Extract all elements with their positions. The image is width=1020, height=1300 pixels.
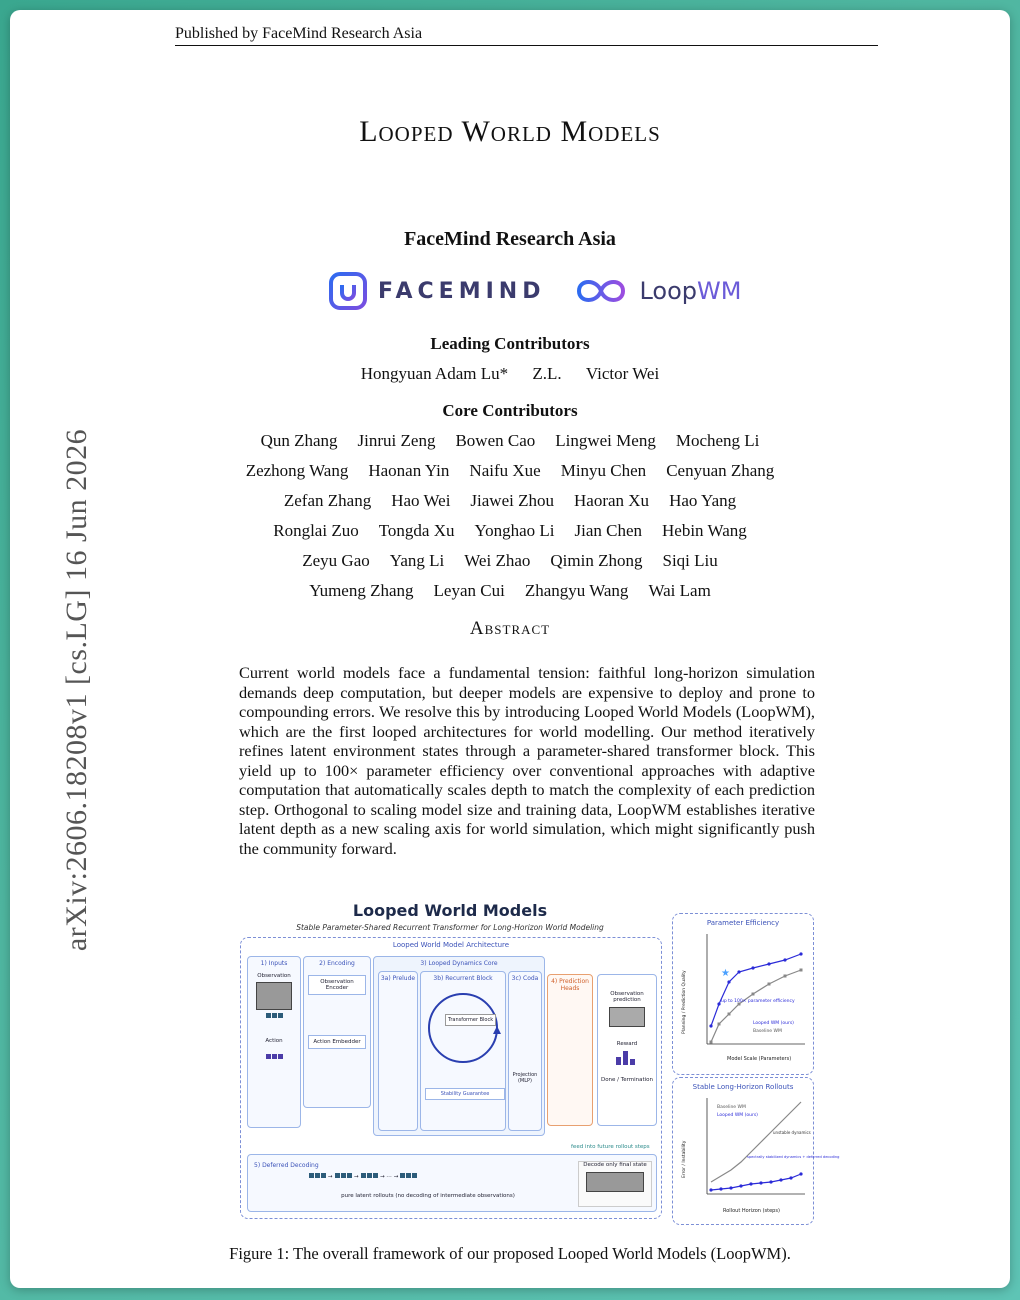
predicted-frame: [609, 1007, 645, 1027]
action-label: Action: [265, 1038, 283, 1044]
inputs-block: [247, 956, 301, 1128]
panel2-legend-looped: Looped WM (ours): [717, 1113, 758, 1118]
contributor-name: Cenyuan Zhang: [666, 461, 775, 480]
contributor-name: Zeyu Gao: [302, 551, 370, 570]
projection-label: Projection (MLP): [512, 1072, 538, 1084]
contributor-name: Hao Wei: [391, 491, 451, 510]
long-horizon-chart: [673, 1078, 840, 1224]
svg-text:★: ★: [721, 968, 730, 979]
contributor-name: Yumeng Zhang: [309, 581, 414, 600]
panel2-note-stable: spectrally stabilized dynamics + deferred decoding: [747, 1155, 840, 1159]
contributor-name: Haoran Xu: [574, 491, 650, 510]
contributor-name: Zefan Zhang: [283, 491, 372, 510]
contributor-name: Qimin Zhong: [550, 551, 643, 570]
leading-contributors-names: [10, 364, 1010, 384]
contributor-row: [10, 491, 1010, 511]
contributor-name: Yonghao Li: [474, 521, 555, 540]
contributor-row: [10, 551, 1010, 571]
loopwm-wordmark-b: WM: [697, 277, 742, 305]
panel1-xlabel: Model Scale (Parameters): [727, 1056, 792, 1062]
contributor-name: Mocheng Li: [675, 431, 760, 450]
observation-image: [256, 982, 292, 1010]
deferred-decoding-block: 5) Deferred Decoding → → → ⋯ → pure latent rollouts (no decoding of intermediate observations) Decode only final state: [247, 1154, 657, 1212]
parameter-efficiency-chart: [673, 914, 813, 1074]
contributor-name: Siqi Liu: [662, 551, 718, 570]
done-label: Done / Termination: [600, 1077, 654, 1083]
encoding-heading: 2) Encoding: [319, 960, 355, 967]
results-panels: [672, 893, 840, 1220]
abstract-text: Current world models face a fundamental tension: faithful long-horizon simulation demands deep computation, but deeper models are expensive to deploy and prone to compounding errors. We resolve this by introducing Looped World Models (LoopWM), which are the first looped architectures for world modelling. Our method iteratively refines latent environment states through a parameter-shared transformer block. This yield up to 100× parameter efficiency over conventional approaches with adaptive computation that automatically scales depth to match the complexity of each prediction step. Orthogonal to scaling model size and training data, LoopWM establishes iterative latent depth as a new scaling axis for world simulation, which might significantly push the community forward.: [239, 663, 815, 858]
panel1-legend-looped: Looped WM (ours): [753, 1021, 794, 1026]
feed-future-label: feed into future rollout steps: [571, 1144, 650, 1150]
observation-prediction-label: Observation prediction: [610, 991, 644, 1003]
architecture-label: Looped World Model Architecture: [392, 941, 510, 949]
encoding-block: [303, 956, 371, 1108]
panel1-ylabel: Planning / Prediction Quality: [682, 970, 687, 1034]
contributor-name: Yang Li: [389, 551, 445, 570]
arxiv-identifier: arXiv:2606.18208v1 [cs.LG] 16 Jun 2026: [60, 428, 93, 952]
panel1-title: Parameter Efficiency: [706, 919, 780, 927]
panel2-title: Stable Long-Horizon Rollouts: [692, 1083, 794, 1091]
loopwm-wordmark: [639, 277, 741, 305]
action-embedder: Action Embedder: [308, 1035, 366, 1049]
contributor-row: [10, 431, 1010, 451]
contributor-name: Qun Zhang: [260, 431, 338, 450]
observation-encoder: Observation Encoder: [308, 975, 366, 995]
prelude-heading: 3a) Prelude: [380, 975, 416, 982]
contributor-name: Tongda Xu: [378, 521, 455, 540]
outputs-block: [597, 974, 657, 1126]
decoded-frames: [586, 1172, 644, 1192]
contributor-name: Jiawei Zhou: [470, 491, 554, 510]
contributor-name: Victor Wei: [585, 364, 660, 383]
prediction-heads-heading: 4) Prediction Heads: [551, 978, 589, 992]
architecture-figure: [236, 893, 664, 1220]
reward-bars-icon: [612, 1047, 642, 1065]
facemind-logo-icon: [328, 271, 368, 311]
dynamics-heading: 3) Looped Dynamics Core: [420, 960, 498, 967]
contributor-name: Z.L.: [532, 364, 562, 383]
prelude-block: [378, 971, 418, 1131]
loopwm-infinity-icon: [573, 273, 629, 309]
panel1-legend-baseline: Baseline WM: [753, 1029, 782, 1034]
recurrent-block: [420, 971, 506, 1131]
contributor-name: Leyan Cui: [433, 581, 505, 600]
contributor-name: Ronglai Zuo: [273, 521, 359, 540]
running-header: Published by FaceMind Research Asia: [175, 25, 878, 46]
figure-title: Looped World Models: [352, 901, 548, 920]
contributor-row: [10, 521, 1010, 541]
facemind-wordmark: FACEMIND: [378, 278, 546, 304]
paper-page: [10, 10, 1010, 1288]
long-horizon-panel: [672, 1077, 840, 1225]
contributor-row: [10, 581, 1010, 601]
transformer-block-label: Transformer Block: [445, 1014, 496, 1026]
pure-latent-label: pure latent rollouts (no decoding of intermediate observations): [341, 1193, 515, 1199]
leading-contributors-heading: Leading Contributors: [430, 334, 590, 353]
recurrent-loop-icon: [421, 982, 505, 1072]
contributor-name: Jinrui Zeng: [357, 431, 436, 450]
reward-label: Reward: [616, 1041, 638, 1047]
contributor-name: Naifu Xue: [469, 461, 541, 480]
parameter-efficiency-panel: [672, 913, 814, 1075]
inputs-heading: 1) Inputs: [260, 960, 288, 967]
panel1-note: up to 100× parameter efficiency: [721, 999, 795, 1004]
panel2-ylabel: Error / Instability: [682, 1140, 687, 1178]
contributor-name: Haonan Yin: [368, 461, 450, 480]
contributor-name: Minyu Chen: [560, 461, 647, 480]
panel2-legend-baseline: Baseline WM: [717, 1105, 746, 1110]
looped-dynamics-block: [373, 956, 545, 1136]
architecture-box: [240, 937, 662, 1219]
contributor-name: Hao Yang: [669, 491, 737, 510]
contributor-name: Wei Zhao: [464, 551, 531, 570]
stability-guarantee: Stability Guarantee: [425, 1088, 505, 1100]
coda-block: [508, 971, 542, 1131]
recurrent-heading: 3b) Recurrent Block: [433, 975, 493, 982]
paper-title: Looped World Models: [359, 115, 661, 148]
contributor-name: Bowen Cao: [455, 431, 536, 450]
logo-row: [328, 264, 742, 318]
deferred-heading: 5) Deferred Decoding: [254, 1162, 319, 1169]
contributor-name: Zhangyu Wang: [524, 581, 629, 600]
contributor-row: [10, 461, 1010, 481]
decode-final-box: [578, 1161, 652, 1207]
loopwm-wordmark-a: Loop: [639, 277, 698, 305]
contributor-name: Zezhong Wang: [245, 461, 349, 480]
prediction-heads-block: [547, 974, 593, 1126]
figure-caption: Figure 1: The overall framework of our proposed Looped World Models (LoopWM).: [229, 1244, 791, 1263]
contributor-name: Lingwei Meng: [555, 431, 656, 450]
contributor-name: Wai Lam: [648, 581, 711, 600]
abstract-heading: Abstract: [469, 618, 551, 639]
panel2-xlabel: Rollout Horizon (steps): [723, 1208, 780, 1214]
coda-heading: 3c) Coda: [511, 975, 539, 982]
panel2-note-unstable: unstable dynamics: [773, 1130, 811, 1135]
core-contributors-heading: Core Contributors: [442, 401, 578, 420]
contributor-name: Hongyuan Adam Lu*: [360, 364, 509, 383]
contributor-name: Jian Chen: [574, 521, 643, 540]
figure-1: [236, 893, 840, 1220]
figure-subtitle: Stable Parameter-Shared Recurrent Transformer for Long-Horizon World Modeling: [296, 923, 604, 932]
observation-label: Observation: [257, 973, 291, 979]
decode-final-label: Decode only final state: [583, 1162, 647, 1168]
organization-name: FaceMind Research Asia: [404, 228, 616, 250]
contributor-name: Hebin Wang: [662, 521, 747, 540]
